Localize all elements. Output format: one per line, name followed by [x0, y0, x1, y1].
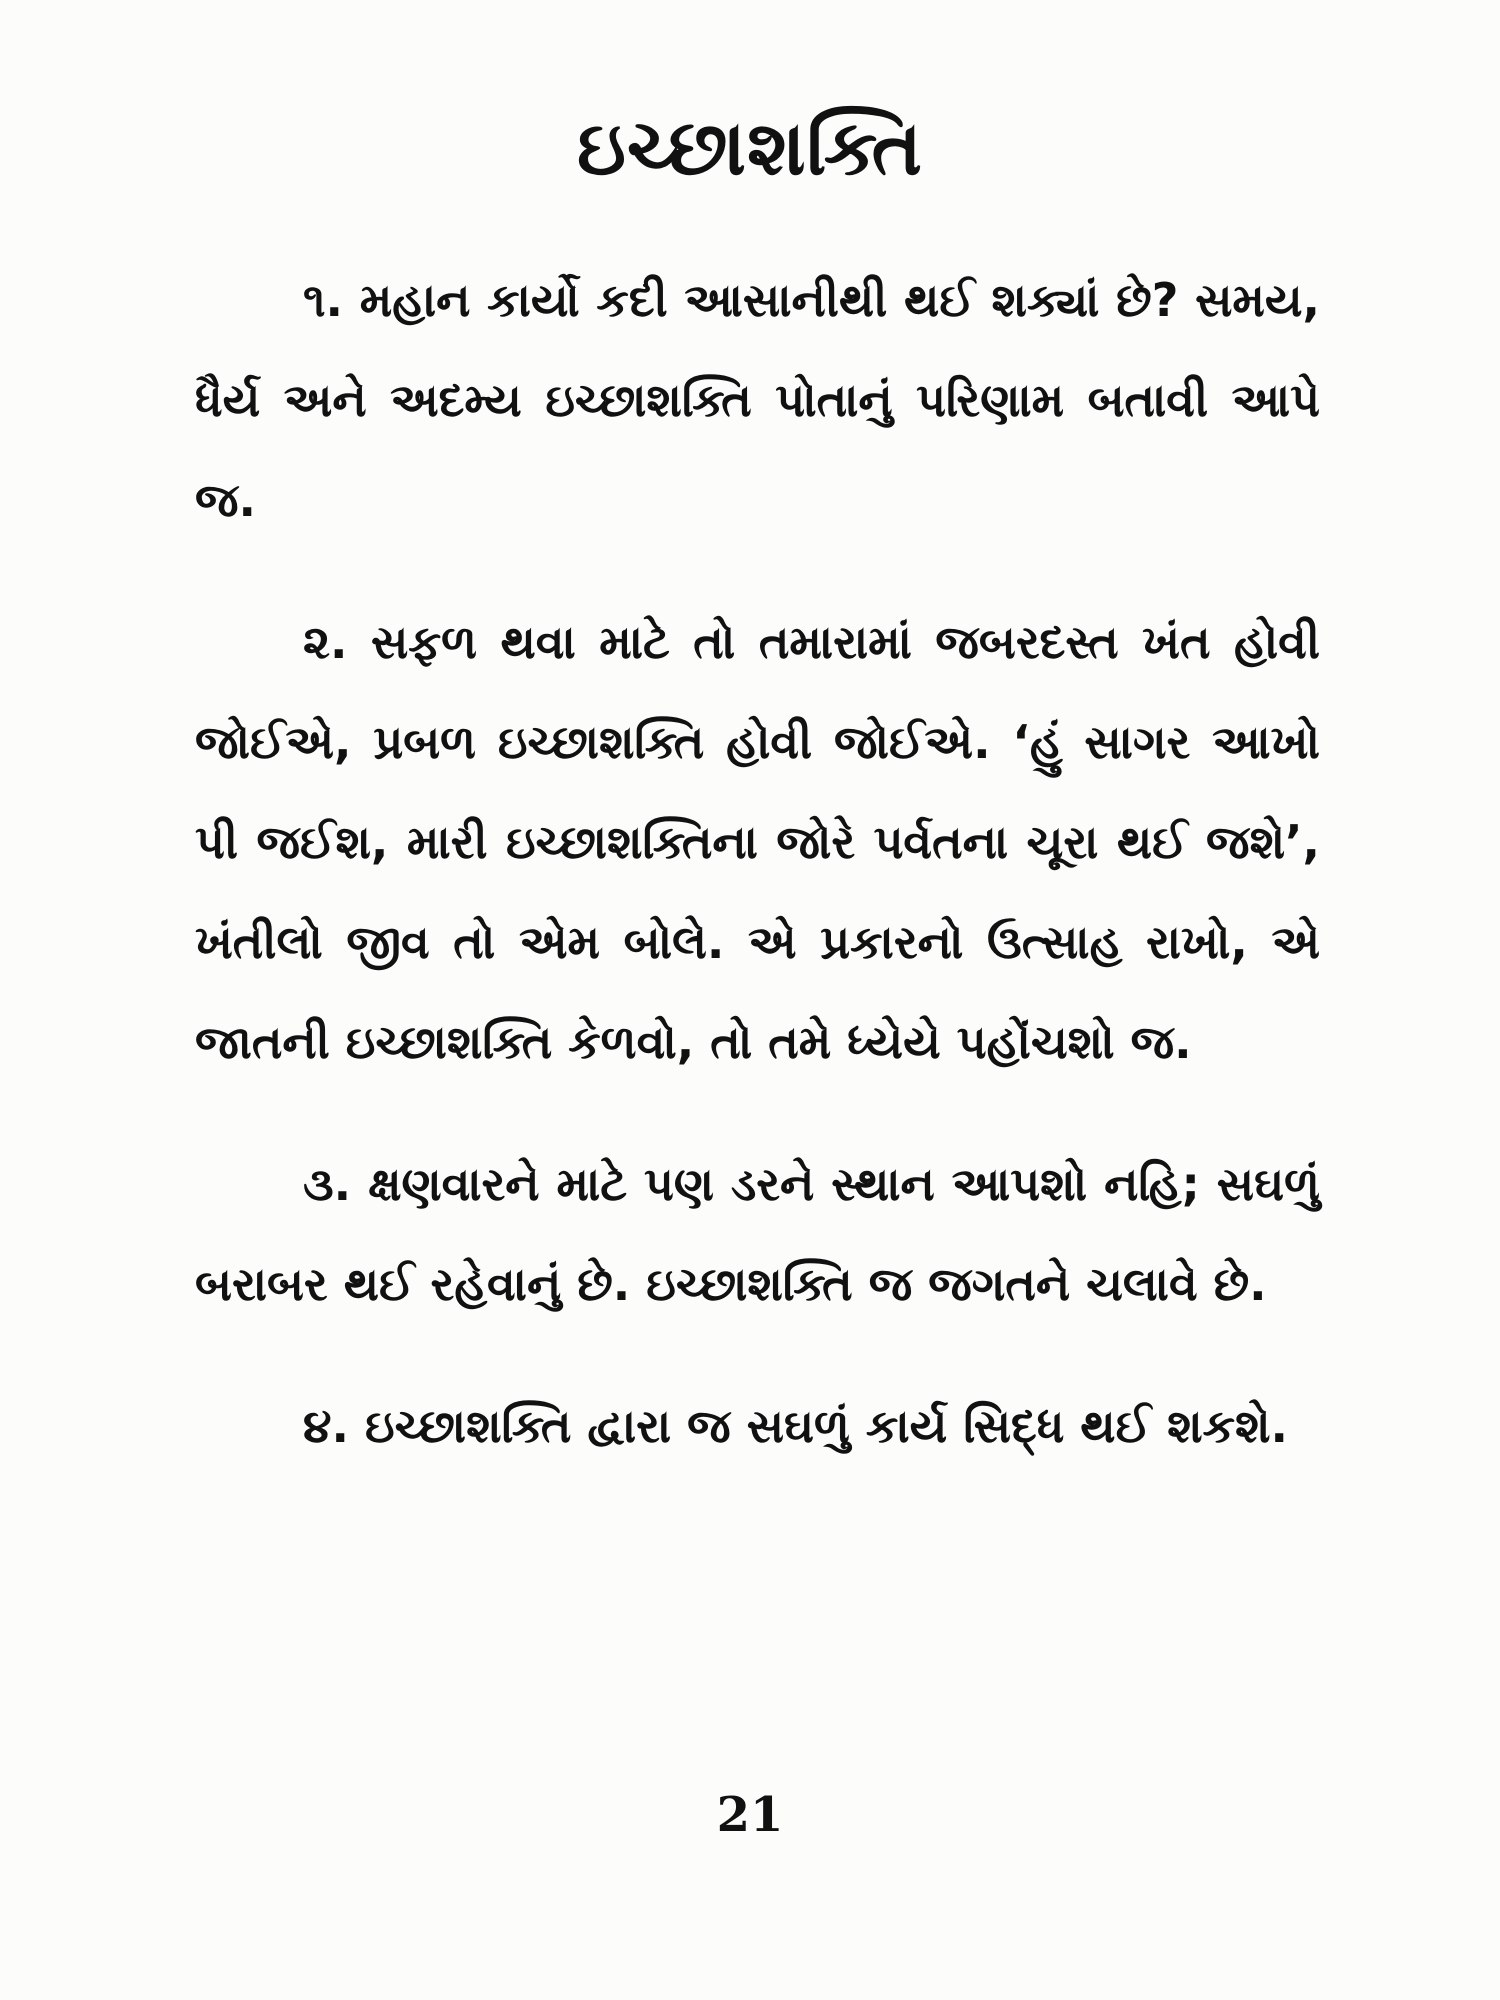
paragraph-2: ૨. સફળ થવા માટે તો તમારામાં જબરદસ્ત ખંત હોવી જોઈએ, પ્રબળ ઇચ્છાશક્તિ હોવી જોઈએ. ‘હું સાગર આખો પી જઈશ, મારી ઇચ્છાશક્તિના જોરે પર્વતના ચૂરા થઈ જશે’, ખંતીલો જીવ તો એમ બોલે. એ પ્રકારનો ઉત્સાહ રાખો, એ જાતની ઇચ્છાશક્તિ કેળવો, તો તમે ધ્યેયે પહોંચશો જ.: [195, 615, 1320, 1069]
page-title: ઇચ્છાશક્તિ: [576, 103, 923, 192]
paragraph-4: ૪. ઇચ્છાશક્તિ દ્વારા જ સઘળું કાર્ય સિદ્ધ થઈ શકશે.: [303, 1399, 1288, 1453]
paragraph-3: ૩. ક્ષણવારને માટે પણ ડરને સ્થાન આપશો નહિ; સઘળું બરાબર થઈ રહેવાનું છે. ઇચ્છાશક્તિ જ જગતને ચલાવે છે.: [195, 1157, 1320, 1311]
page-number: 21: [716, 1787, 784, 1843]
paragraph-1: ૧. મહાન કાર્યો કદી આસાનીથી થઈ શક્યાં છે? સમય, ધૈર્ય અને અદમ્ય ઇચ્છાશક્તિ પોતાનું પરિણામ બતાવી આપે જ.: [195, 273, 1320, 527]
document-body: [195, 250, 1320, 1476]
